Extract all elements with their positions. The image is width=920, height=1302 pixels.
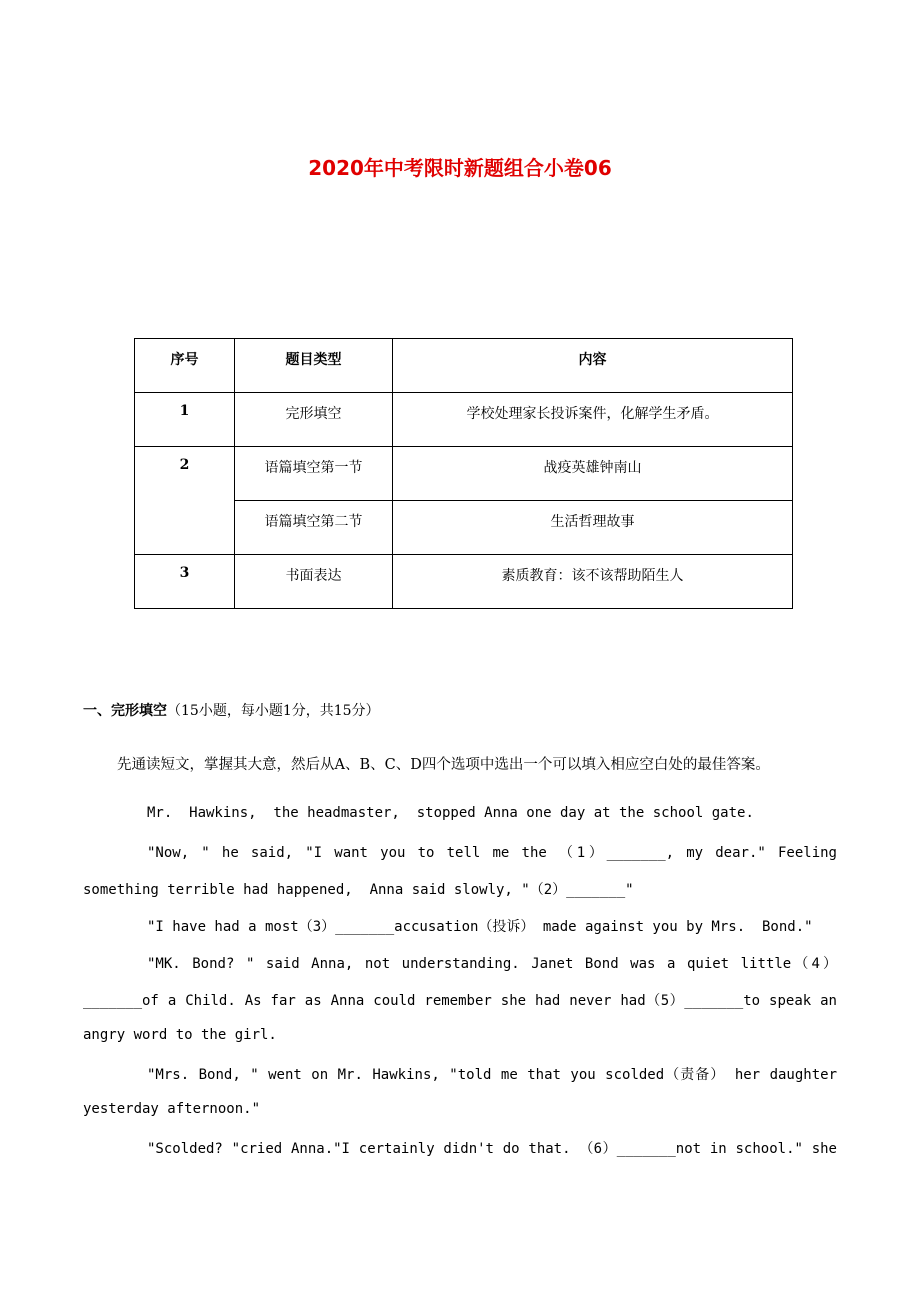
table-row [135, 447, 793, 501]
contents-table [134, 338, 793, 609]
section-title: 一、完形填空 [83, 703, 167, 719]
passage-line: "I have had a most（3）_______accusation（投诉） made against you by Mrs. Bond." [147, 919, 813, 935]
cell-content: 素质教育：该不该帮助陌生人 [393, 555, 793, 609]
table-row [135, 555, 793, 609]
passage-line: "Mrs. Bond, " went on Mr. Hawkins, "told me that you scolded（责备） her daughter [147, 1067, 837, 1083]
cell-content: 战疫英雄钟南山 [393, 447, 793, 501]
section-heading [83, 700, 380, 720]
cell-type: 书面表达 [235, 555, 393, 609]
cell-content: 学校处理家长投诉案件，化解学生矛盾。 [393, 393, 793, 447]
header-type: 题目类型 [235, 339, 393, 393]
section-note: （15小题，每小题1分，共15分） [167, 703, 380, 719]
passage-line: something terrible had happened, Anna said slowly, "（2）_______" [83, 882, 634, 898]
passage-line: _______of a Child. As far as Anna could remember she had never had（5）_______to speak an [83, 993, 837, 1009]
cell-no: 2 [135, 447, 235, 555]
cell-type: 语篇填空第二节 [235, 501, 393, 555]
table-header-row [135, 339, 793, 393]
instruction: 先通读短文，掌握其大意，然后从A、B、C、D四个选项中选出一个可以填入相应空白处的最佳答案。 [117, 757, 770, 773]
table-row [135, 393, 793, 447]
cell-content: 生活哲理故事 [393, 501, 793, 555]
passage-line: "Now, " he said, "I want you to tell me the （1）_______, my dear." Feeling [147, 845, 837, 861]
cell-type: 完形填空 [235, 393, 393, 447]
cell-no: 3 [135, 555, 235, 609]
cell-type: 语篇填空第一节 [235, 447, 393, 501]
document-title: 2020年中考限时新题组合小卷06 [308, 156, 612, 180]
passage-line: Mr. Hawkins, the headmaster, stopped Anna one day at the school gate. [147, 805, 754, 821]
passage-line: yesterday afternoon." [83, 1101, 261, 1117]
header-no: 序号 [135, 339, 235, 393]
cell-no: 1 [135, 393, 235, 447]
passage-line: angry word to the girl. [83, 1027, 277, 1043]
passage-line: "Scolded? "cried Anna."I certainly didn't do that. （6）_______not in school." she [147, 1141, 837, 1157]
passage-line: "MK. Bond? " said Anna, not understanding. Janet Bond was a quiet little（4） [147, 956, 837, 972]
header-content: 内容 [393, 339, 793, 393]
